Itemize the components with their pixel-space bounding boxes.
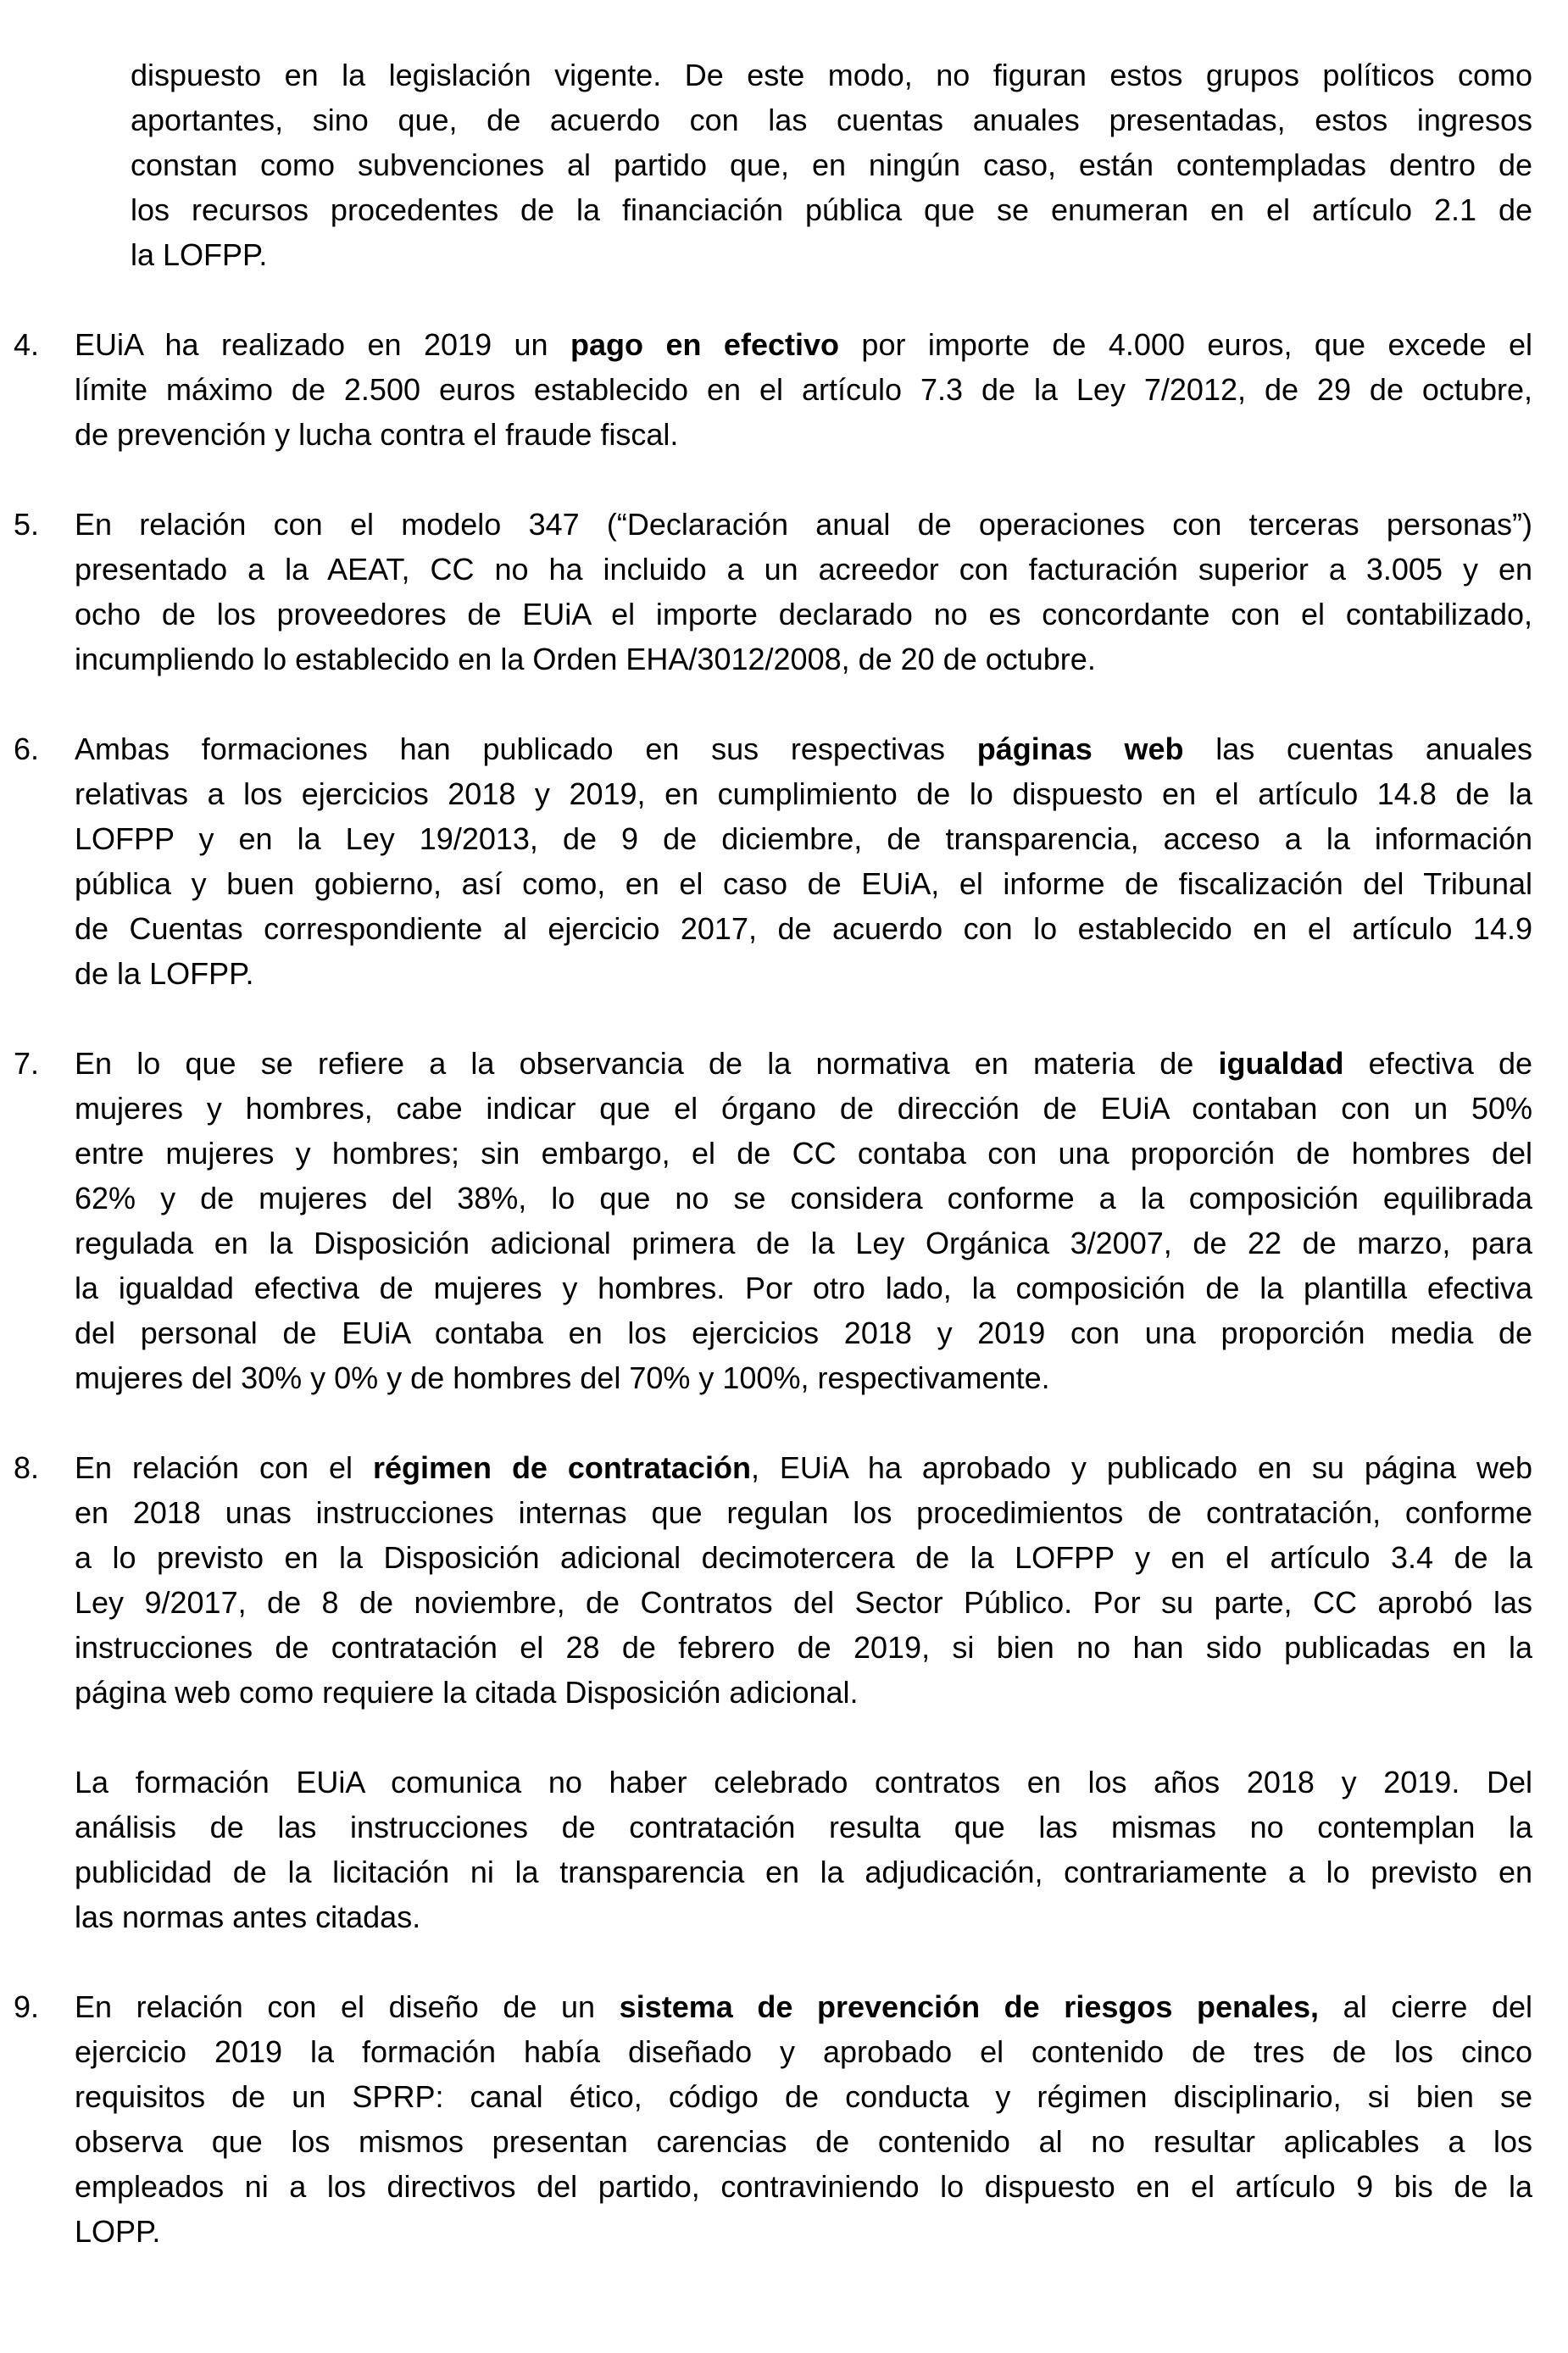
list-number: 6. (14, 731, 40, 766)
bold-text: igualdad (1218, 1046, 1344, 1081)
text-line (75, 1580, 1532, 1625)
numbered-paragraph (0, 1984, 1568, 2254)
text-line (75, 861, 1532, 906)
text-line (75, 771, 1532, 816)
text-segment: al cierre del (1319, 1989, 1532, 2024)
text-segment: instrucciones de contratación el 28 de febrero de 2019, si bien no han sido publicadas en la (75, 1630, 1532, 1665)
numbered-paragraph (0, 322, 1568, 457)
list-number: 8. (14, 1450, 40, 1485)
text-segment: 62% y de mujeres del 38%, lo que no se considera conforme a la composición equilibrada (75, 1181, 1532, 1215)
text-segment: las cuentas anuales (1183, 731, 1532, 766)
text-segment: aportantes, sino que, de acuerdo con las cuentas anuales presentadas, estos ingresos (131, 103, 1532, 137)
text-line (75, 906, 1532, 951)
text-segment: página web como requiere la citada Disposición adicional. (75, 1675, 859, 1710)
text-line (75, 1445, 1532, 1490)
document-page (0, 53, 1568, 2299)
numbered-paragraph (0, 1445, 1568, 1715)
text-segment: En relación con el diseño de un (75, 1989, 620, 2024)
text-segment: La formación EUiA comunica no haber celebrado contratos en los años 2018 y 2019. Del (75, 1765, 1532, 1800)
bold-text: pago en efectivo (570, 327, 839, 362)
text-line (75, 1894, 1532, 1939)
text-line (75, 1535, 1532, 1580)
text-line (131, 53, 1532, 97)
text-segment: constan como subvenciones al partido que, en ningún caso, están contempladas dentro de (131, 147, 1532, 182)
bold-text: páginas web (976, 731, 1184, 766)
text-segment: en 2018 unas instrucciones internas que regulan los procedimientos de contratación, conforme (75, 1495, 1532, 1530)
text-line (75, 412, 1532, 457)
text-segment: entre mujeres y hombres; sin embargo, el de CC contaba con una proporción de hombres del (75, 1136, 1532, 1171)
text-line (75, 1310, 1532, 1355)
text-segment: mujeres y hombres, cabe indicar que el órgano de dirección de EUiA contaban con un 50% (75, 1091, 1532, 1126)
text-line (75, 1041, 1532, 1086)
list-number: 7. (14, 1046, 40, 1081)
text-segment: pública y buen gobierno, así como, en el caso de EUiA, el informe de fiscalización del Tribunal (75, 866, 1532, 901)
text-segment: En lo que se refiere a la observancia de la normativa en materia de (75, 1046, 1219, 1081)
text-line (75, 637, 1532, 681)
numbered-paragraph (0, 726, 1568, 996)
text-segment: LOFPP y en la Ley 19/2013, de 9 de diciembre, de transparencia, acceso a la información (75, 821, 1532, 856)
list-number: 9. (14, 1989, 40, 2024)
text-segment: Ambas formaciones han publicado en sus respectivas (75, 731, 977, 766)
text-line (75, 2119, 1532, 2164)
text-line (75, 2074, 1532, 2119)
text-line (131, 97, 1532, 142)
text-line (75, 726, 1532, 771)
text-line (75, 1086, 1532, 1131)
text-segment: relativas a los ejercicios 2018 y 2019, en cumplimiento de lo dispuesto en el artículo 14.8 de la (75, 776, 1532, 811)
text-line (131, 187, 1532, 232)
text-segment: por importe de 4.000 euros, que excede el (838, 327, 1532, 362)
text-segment: incumpliendo lo establecido en la Orden EHA/3012/2008, de 20 de octubre. (75, 642, 1096, 676)
text-line (131, 142, 1532, 187)
text-segment: a lo previsto en la Disposición adicional decimotercera de la LOFPP y en el artículo 3.4 de la (75, 1540, 1532, 1575)
text-segment: de Cuentas correspondiente al ejercicio 2017, de acuerdo con lo establecido en el artículo 14.9 (75, 911, 1532, 946)
text-segment: ocho de los proveedores de EUiA el importe declarado no es concordante con el contabilizado, (75, 597, 1532, 631)
text-line (75, 951, 1532, 996)
text-line (75, 322, 1532, 367)
text-segment: regulada en la Disposición adicional primera de la Ley Orgánica 3/2007, de 22 de marzo, para (75, 1226, 1532, 1260)
text-segment: la LOFPP. (131, 237, 268, 272)
text-segment: la igualdad efectiva de mujeres y hombres. Por otro lado, la composición de la plantilla efectiva (75, 1271, 1532, 1305)
text-segment: empleados ni a los directivos del partido, contraviniendo lo dispuesto en el artículo 9 bis de la (75, 2169, 1532, 2204)
list-number: 5. (14, 507, 40, 542)
text-line (75, 1984, 1532, 2029)
text-segment: efectiva de (1343, 1046, 1532, 1081)
text-line (75, 592, 1532, 637)
text-line (75, 1490, 1532, 1535)
text-segment: observa que los mismos presentan carencias de contenido al no resultar aplicables a los (75, 2124, 1532, 2159)
text-segment: En relación con el (75, 1450, 373, 1485)
bold-text: sistema de prevención de riesgos penales, (619, 1989, 1320, 2024)
text-line (75, 1625, 1532, 1670)
text-line (75, 1131, 1532, 1176)
text-segment: En relación con el modelo 347 (“Declaración anual de operaciones con terceras personas”) (75, 507, 1532, 542)
text-segment: publicidad de la licitación ni la transparencia en la adjudicación, contrariamente a lo previsto en (75, 1855, 1532, 1889)
numbered-paragraph (0, 1041, 1568, 1400)
text-segment: , EUiA ha aprobado y publicado en su página web (750, 1450, 1532, 1485)
text-segment: las normas antes citadas. (75, 1900, 421, 1934)
text-segment: de prevención y lucha contra el fraude fiscal. (75, 417, 679, 452)
text-line (75, 502, 1532, 547)
paragraph (0, 1760, 1568, 1939)
text-line (75, 547, 1532, 592)
text-line (75, 1670, 1532, 1715)
text-line (75, 2164, 1532, 2209)
text-line (75, 1850, 1532, 1894)
text-line (75, 816, 1532, 861)
text-segment: presentado a la AEAT, CC no ha incluido a un acreedor con facturación superior a 3.005 y en (75, 552, 1532, 587)
text-segment: análisis de las instrucciones de contratación resulta que las mismas no contemplan la (75, 1810, 1532, 1844)
text-line (75, 367, 1532, 412)
text-segment: LOPP. (75, 2214, 161, 2249)
text-segment: dispuesto en la legislación vigente. De este modo, no figuran estos grupos políticos como (131, 58, 1532, 92)
text-line (75, 1176, 1532, 1221)
text-segment: EUiA ha realizado en 2019 un (75, 327, 571, 362)
text-line (131, 232, 1532, 277)
text-segment: del personal de EUiA contaba en los ejercicios 2018 y 2019 con una proporción media de (75, 1316, 1532, 1350)
text-segment: límite máximo de 2.500 euros establecido en el artículo 7.3 de la Ley 7/2012, de 29 de octubre, (75, 372, 1532, 407)
paragraph (0, 53, 1568, 277)
list-number: 4. (14, 327, 40, 362)
text-segment: Ley 9/2017, de 8 de noviembre, de Contratos del Sector Público. Por su parte, CC aprobó las (75, 1585, 1532, 1620)
text-segment: ejercicio 2019 la formación había diseñado y aprobado el contenido de tres de los cinco (75, 2034, 1532, 2069)
text-line (75, 1266, 1532, 1310)
text-line (75, 1221, 1532, 1266)
text-line (75, 2209, 1532, 2254)
text-line (75, 2029, 1532, 2074)
text-line (75, 1760, 1532, 1805)
text-line (75, 1355, 1532, 1400)
text-segment: de la LOFPP. (75, 956, 254, 991)
text-segment: requisitos de un SPRP: canal ético, código de conducta y régimen disciplinario, si bien se (75, 2079, 1532, 2114)
text-segment: mujeres del 30% y 0% y de hombres del 70% y 100%, respectivamente. (75, 1360, 1050, 1395)
numbered-paragraph (0, 502, 1568, 681)
text-segment: los recursos procedentes de la financiación pública que se enumeran en el artículo 2.1 de (131, 192, 1532, 227)
bold-text: régimen de contratación (372, 1450, 751, 1485)
text-line (75, 1805, 1532, 1850)
